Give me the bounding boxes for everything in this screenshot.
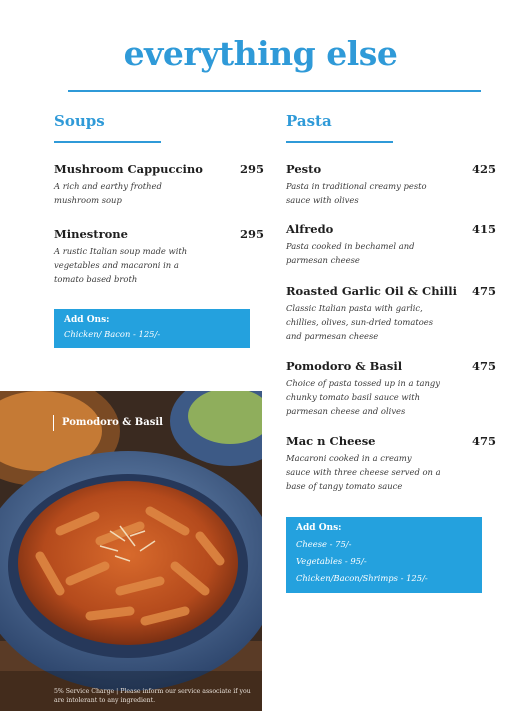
item-name: Pesto [286, 162, 322, 176]
soups-addons-box [54, 309, 250, 348]
item-price: 425 [471, 162, 496, 176]
addon-line: Chicken/Bacon/Shrimps - 125/- [296, 573, 428, 583]
item-description: A rich and earthy frothed mushroom soup [54, 181, 162, 205]
item-price: 415 [471, 222, 496, 236]
pasta-divider [286, 141, 393, 143]
item-name: Alfredo [286, 222, 334, 236]
pasta-addons-box [286, 517, 482, 593]
addon-line: Chicken/ Bacon - 125/- [64, 329, 161, 339]
item-price: 475 [471, 359, 496, 373]
item-description: Pasta in traditional creamy pesto sauce with olives [286, 181, 427, 205]
menu-item-roasted-garlic-oil-chilli [286, 284, 496, 343]
addon-line: Cheese - 75/- [296, 539, 352, 549]
item-price: 295 [239, 162, 264, 176]
service-charge-note: 5% Service Charge | Please inform our service associate if you are intolerant to any ingredient. [54, 688, 251, 704]
title-divider [68, 90, 481, 92]
item-name: Mushroom Cappuccino [54, 162, 203, 176]
item-description: Pasta cooked in bechamel and parmesan cheese [286, 241, 415, 265]
item-name: Minestrone [54, 227, 128, 241]
soups-heading: Soups [54, 112, 105, 130]
item-name: Mac n Cheese [286, 434, 376, 448]
addon-line: Vegetables - 95/- [296, 556, 367, 566]
item-name: Pomodoro & Basil [286, 359, 403, 373]
item-price: 295 [239, 227, 264, 241]
pasta-bowl-illustration [0, 391, 262, 711]
item-price: 475 [471, 284, 496, 298]
menu-item-pomodoro-basil [286, 359, 496, 418]
photo-caption: Pomodoro & Basil [53, 415, 163, 431]
soups-divider [54, 141, 161, 143]
addons-title: Add Ons: [64, 315, 110, 325]
item-price: 475 [471, 434, 496, 448]
item-description: Choice of pasta tossed up in a tangy chunky tomato basil sauce with parmesan cheese and olives [286, 378, 440, 416]
pasta-photo [0, 391, 262, 711]
menu-item-mushroom-cappuccino [54, 162, 264, 207]
page-title: everything else [123, 34, 398, 73]
menu-item-mac-n-cheese [286, 434, 496, 493]
item-description: Macaroni cooked in a creamy sauce with three cheese served on a base of tangy tomato sauce [286, 453, 441, 491]
menu-item-alfredo [286, 222, 496, 267]
item-description: Classic Italian pasta with garlic, chillies, olives, sun-dried tomatoes and parmesan cheese [286, 303, 434, 341]
menu-item-pesto [286, 162, 496, 207]
menu-item-minestrone [54, 227, 264, 286]
item-name: Roasted Garlic Oil & Chilli [286, 284, 458, 298]
item-description: A rustic Italian soup made with vegetables and macaroni in a tomato based broth [54, 246, 188, 284]
pasta-heading: Pasta [286, 112, 332, 130]
addons-title: Add Ons: [296, 523, 342, 533]
